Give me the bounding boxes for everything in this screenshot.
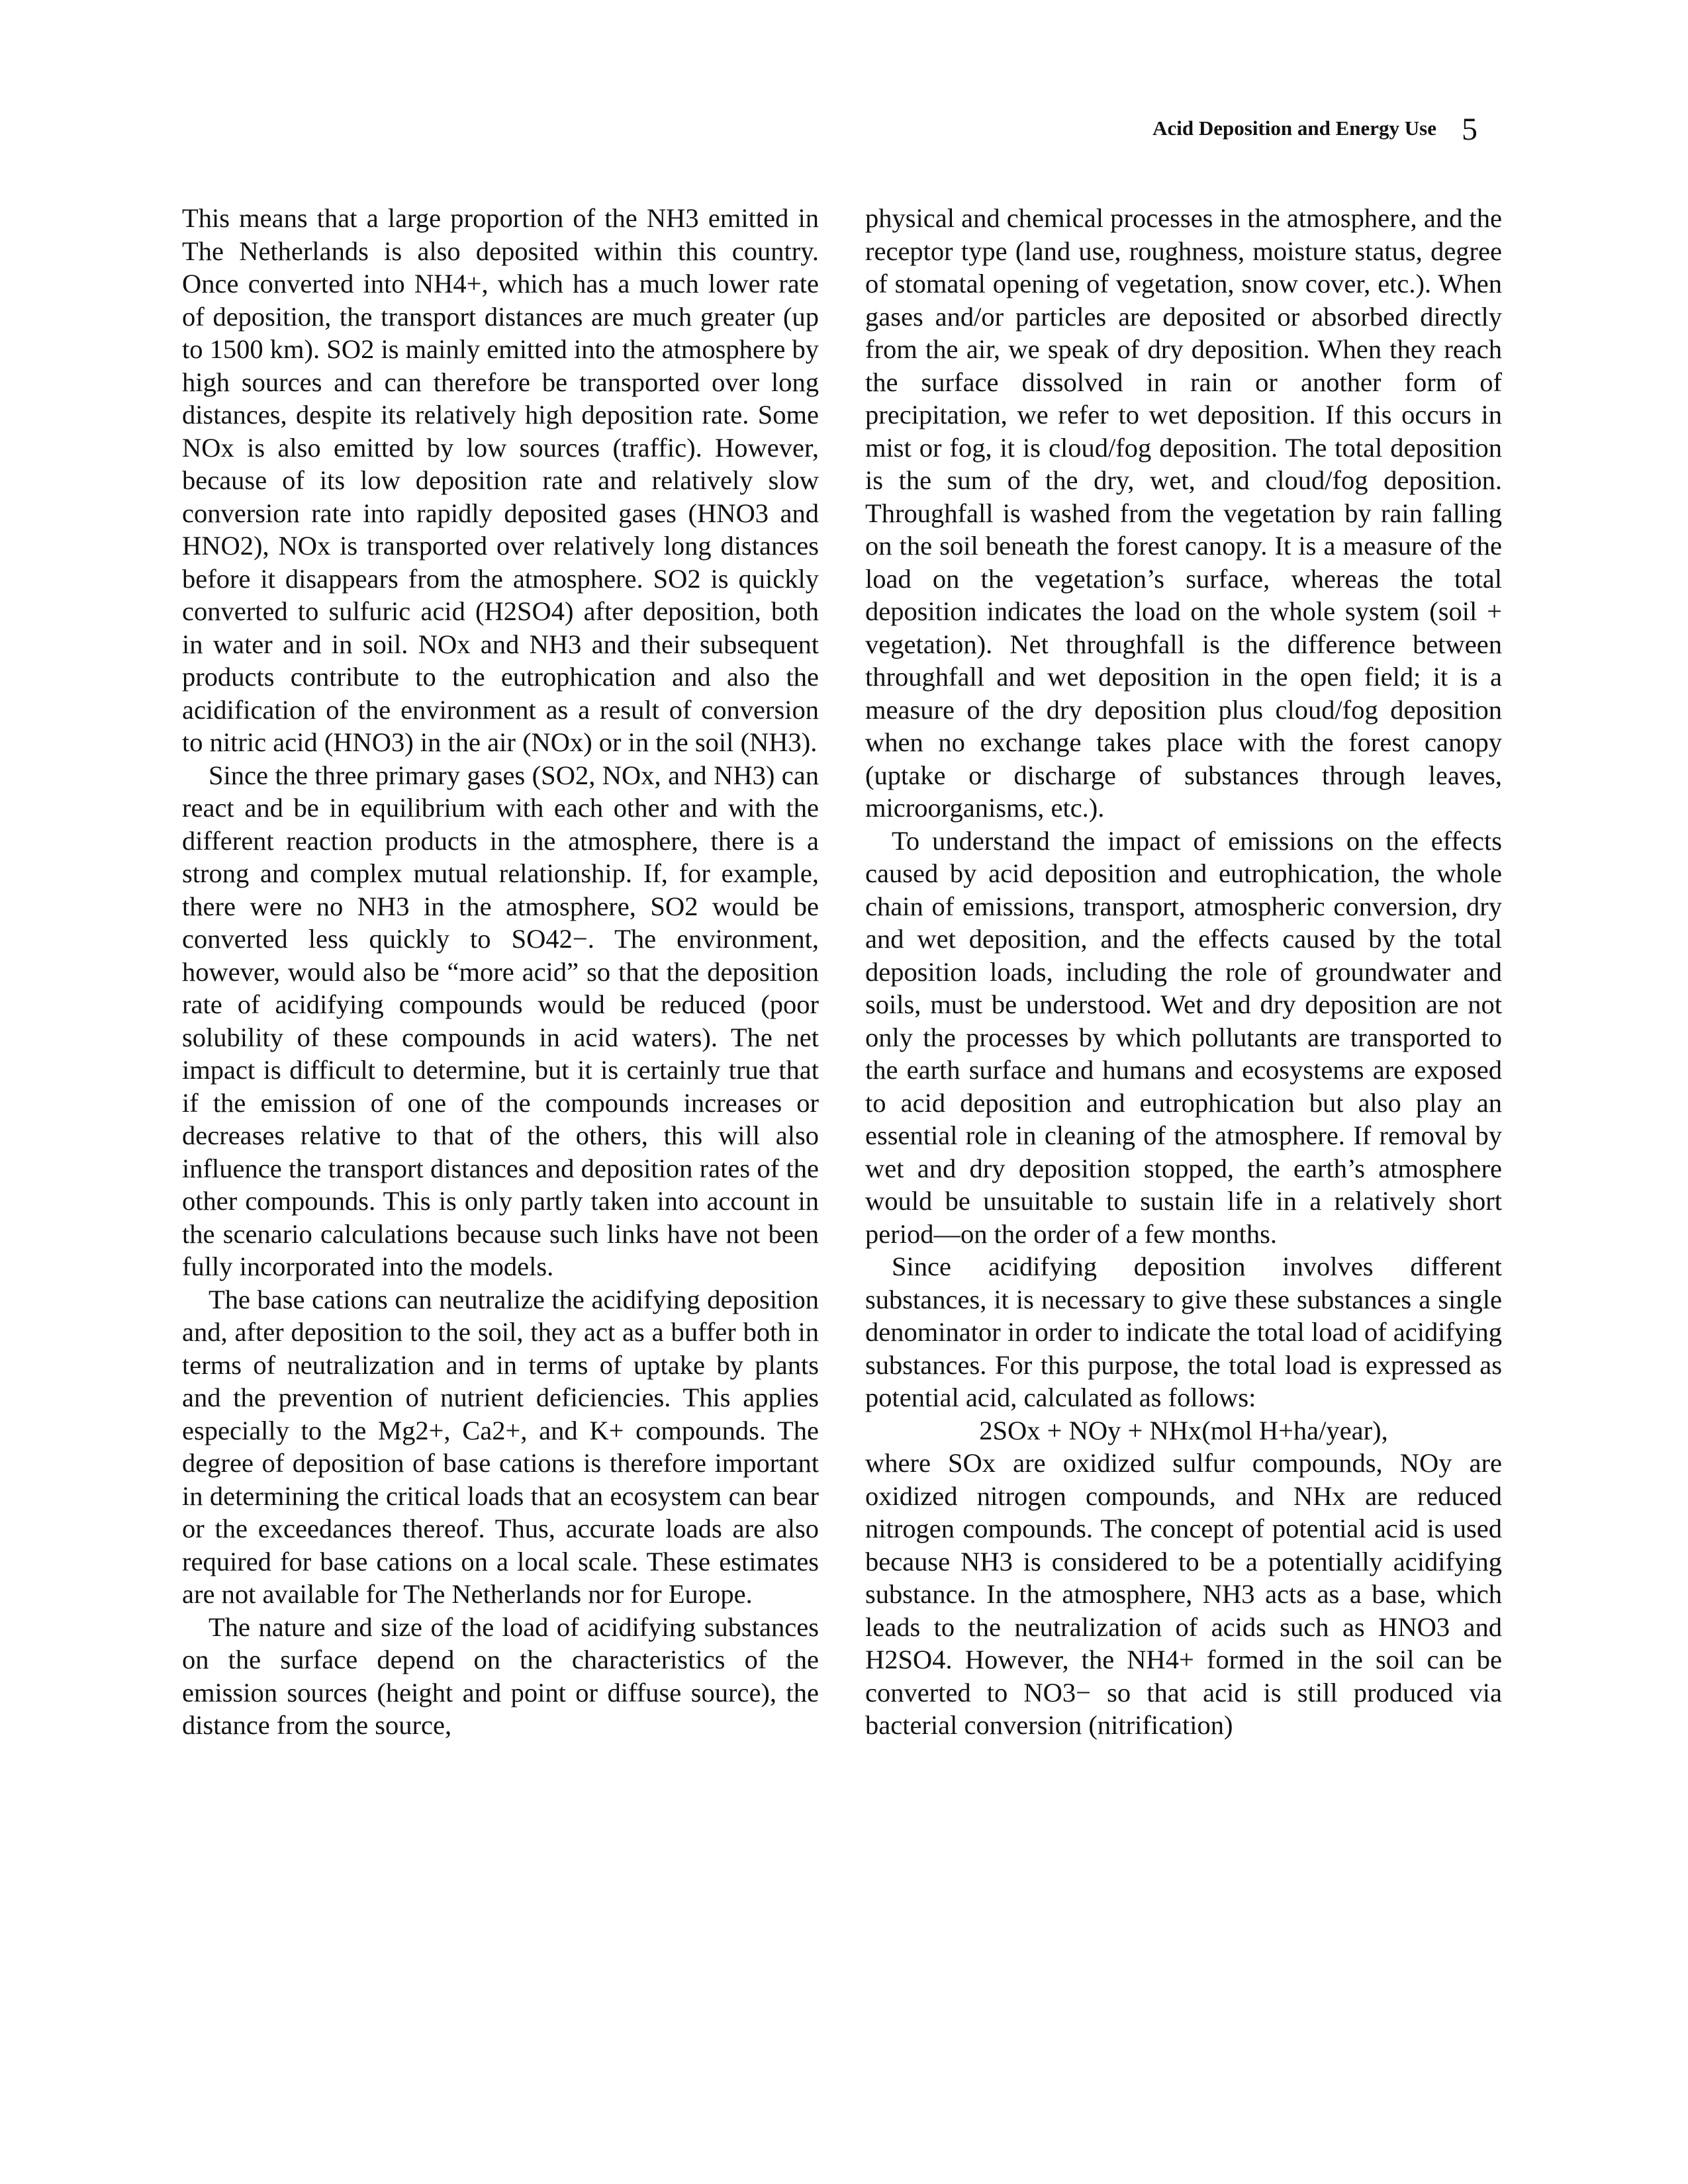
running-head-title: Acid Deposition and Energy Use	[1152, 116, 1436, 140]
paragraph: Since acidifying deposition involves different substances, it is necessary to give these substances a single denominator in order to indicate the total load of acidifying substances. For this purpose, the total load is expressed as potential acid, calculated as follows:	[865, 1251, 1502, 1412]
paragraph: Since the three primary gases (SO2, NOx, and NH3) can react and be in equilibrium with each other and with the different reaction products in the atmosphere, there is a strong and complex mutual relationship. If, for example, there were no NH3 in the atmosphere, SO2 would be converted less quickly to SO42−. The environment, however, would also be “more acid” so that the deposition rate of acidifying compounds would be reduced (poor solubility of these compounds in acid waters). The net impact is difficult to determine, but it is certainly true that if the emission of one of the compounds increases or decreases relative to that of the others, this will also influence the transport distances and deposition rates of the other compounds. This is only partly taken into account in the scenario calculations because such links have not been fully incorporated into the models.	[182, 760, 819, 1281]
paragraph: This means that a large proportion of the NH3 emitted in The Netherlands is also deposited within this country. Once converted into NH4+, which has a much lower rate of deposition, the transport distances are much greater (up to 1500 km). SO2 is mainly emitted into the atmosphere by high sources and can therefore be transported over long distances, despite its relatively high deposition rate. Some NOx is also emitted by low sources (traffic). However, because of its low deposition rate and relatively slow conversion rate into rapidly deposited gases (HNO3 and HNO2), NOx is transported over relatively long distances before it disappears from the atmosphere. SO2 is quickly converted to sulfuric acid (H2SO4) after deposition, both in water and in soil. NOx and NH3 and their subsequent products contribute to the eutrophication and also the acidification of the environment as a result of conversion to nitric acid (HNO3) in the air (NOx) or in the soil (NH3).	[182, 203, 819, 757]
paragraph: To understand the impact of emissions on the effects caused by acid deposition and eutrophication, the whole chain of emissions, transport, atmospheric conversion, dry and wet deposition, and the effects caused by the total deposition loads, including the role of groundwater and soils, must be understood. Wet and dry deposition are not only the processes by which pollutants are transported to the earth surface and humans and ecosystems are exposed to acid deposition and eutrophication but also play an essential role in cleaning of the atmosphere. If removal by wet and dry deposition stopped, the earth’s atmosphere would be unsuitable to sustain life in a relatively short period—on the order of a few months.	[865, 825, 1502, 1249]
left-column	[182, 202, 819, 1742]
paragraph: physical and chemical processes in the atmosphere, and the receptor type (land use, roughness, moisture status, degree of stomatal opening of vegetation, snow cover, etc.). When gases and/or particles are deposited or absorbed directly from the air, we speak of dry deposition. When they reach the surface dissolved in rain or another form of precipitation, we refer to wet deposition. If this occurs in mist or fog, it is cloud/fog deposition. The total deposition is the sum of the dry, wet, and cloud/fog deposition. Throughfall is washed from the vegetation by rain falling on the soil beneath the forest canopy. It is a measure of the load on the vegetation’s surface, whereas the total deposition indicates the load on the whole system (soil + vegetation). Net throughfall is the difference between throughfall and wet deposition in the open field; it is a measure of the dry deposition plus cloud/fog deposition when no exchange takes place with the forest canopy (uptake or discharge of substances through leaves, microorganisms, etc.).	[865, 203, 1502, 823]
right-column	[865, 202, 1502, 1742]
paragraph: The base cations can neutralize the acidifying deposition and, after deposition to the soil, they act as a buffer both in terms of neutralization and in terms of uptake by plants and the prevention of nutrient deficiencies. This applies especially to the Mg2+, Ca2+, and K+ compounds. The degree of deposition of base cations is therefore important in determining the critical loads that an ecosystem can bear or the exceedances thereof. Thus, accurate loads are also required for base cations on a local scale. These estimates are not available for The Netherlands nor for Europe.	[182, 1284, 819, 1609]
potential-acid-equation: 2SOx + NOy + NHx(mol H+ha/year),	[979, 1415, 1388, 1445]
paragraph: The nature and size of the load of acidifying substances on the surface depend on the characteristics of the emission sources (height and point or diffuse source), the distance from the source,	[182, 1612, 819, 1740]
page-number: 5	[1462, 112, 1477, 147]
paragraph: where SOx are oxidized sulfur compounds, NOy are oxidized nitrogen compounds, and NHx are reduced nitrogen compounds. The concept of potential acid is used because NH3 is considered to be a potentially acidifying substance. In the atmosphere, NH3 acts as a base, which leads to the neutralization of acids such as HNO3 and H2SO4. However, the NH4+ formed in the soil can be converted to NO3− so that acid is still produced via bacterial conversion (nitrification)	[865, 1448, 1502, 1740]
